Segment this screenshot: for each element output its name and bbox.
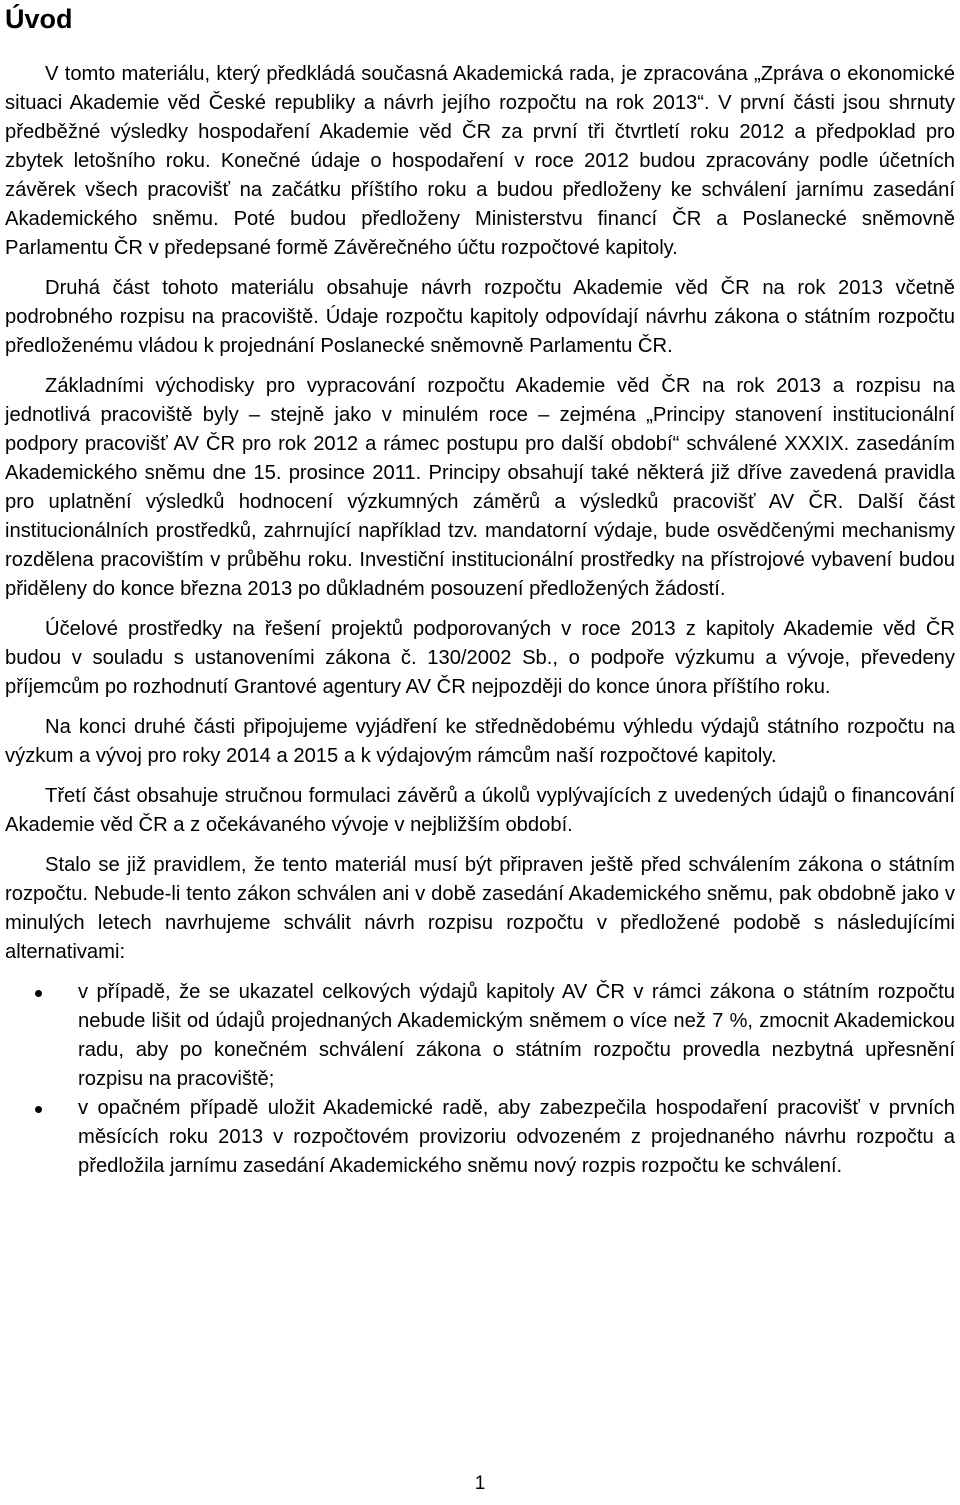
bullet-list xyxy=(5,978,955,1181)
paragraph: Účelové prostředky na řešení projektů podporovaných v roce 2013 z kapitoly Akademie věd ČR budou v souladu s ustanoveními zákona č. 130/2002 Sb., o podpoře výzkumu a vývoje, převedeny příjemcům po rozhodnutí Grantové agentury AV ČR nejpozději do konce února příštího roku. xyxy=(5,618,955,698)
bullet-list-item xyxy=(5,1094,955,1181)
section-heading: Úvod xyxy=(5,4,73,34)
bullet-list-item xyxy=(5,978,955,1094)
page-number: 1 xyxy=(474,1473,486,1494)
bullet-text: v případě, že se ukazatel celkových výdajů kapitoly AV ČR v rámci zákona o státním rozpočtu nebude lišit od údajů projednaných Akademickým sněmem o více než 7 %, zmocnit Akademickou radu, aby po konečném schválení zákona o státním rozpočtu provedla nezbytná upřesnění rozpisu na pracoviště; xyxy=(78,981,955,1090)
paragraph: Třetí část obsahuje stručnou formulaci závěrů a úkolů vyplývajících z uvedených údajů o financování Akademie věd ČR a z očekávaného vývoje v nejbližším období. xyxy=(5,785,955,836)
bullet-icon xyxy=(35,990,42,997)
bullet-icon xyxy=(35,1106,42,1113)
document-body xyxy=(5,60,955,1181)
bullet-text: v opačném případě uložit Akademické radě, aby zabezpečila hospodaření pracovišť v prvních měsících roku 2013 v rozpočtovém provizoriu odvozeném z projednaného návrhu rozpočtu a předložila jarnímu zasedání Akademického sněmu nový rozpis rozpočtu ke schválení. xyxy=(78,1097,955,1177)
paragraph: Na konci druhé části připojujeme vyjádření ke střednědobému výhledu výdajů státního rozpočtu na výzkum a vývoj pro roky 2014 a 2015 a k výdajovým rámcům naší rozpočtové kapitoly. xyxy=(5,716,955,767)
paragraph: Druhá část tohoto materiálu obsahuje návrh rozpočtu Akademie věd ČR na rok 2013 včetně podrobného rozpisu na pracoviště. Údaje rozpočtu kapitoly odpovídají návrhu zákona o státním rozpočtu předloženému vládou k projednání Poslanecké sněmovně Parlamentu ČR. xyxy=(5,277,955,357)
paragraph: Základními východisky pro vypracování rozpočtu Akademie věd ČR na rok 2013 a rozpisu na jednotlivá pracoviště byly – stejně jako v minulém roce – zejména „Principy stanovení institucionální podpory pracovišť AV ČR pro rok 2012 a rámec postupu pro další období“ schválené XXXIX. zasedáním Akademického sněmu dne 15. prosince 2011. Principy obsahují také některá již dříve zavedená pravidla pro uplatnění výsledků hodnocení výzkumných záměrů a výsledků pracovišť AV ČR. Další část institucionálních prostředků, zahrnující například tzv. mandatorní výdaje, bude osvědčenými mechanismy rozdělena pracovištím v průběhu roku. Investiční institucionální prostředky na přístrojové vybavení budou přiděleny do konce března 2013 po důkladném posouzení předložených žádostí. xyxy=(5,375,955,600)
paragraph: Stalo se již pravidlem, že tento materiál musí být připraven ještě před schválením zákona o státním rozpočtu. Nebude-li tento zákon schválen ani v době zasedání Akademického sněmu, pak obdobně jako v minulých letech navrhujeme schválit návrh rozpisu rozpočtu v předložené podobě s následujícími alternativami: xyxy=(5,854,955,963)
paragraph: V tomto materiálu, který předkládá současná Akademická rada, je zpracována „Zpráva o ekonomické situaci Akademie věd České republiky a návrh jejího rozpočtu na rok 2013“. V první části jsou shrnuty předběžné výsledky hospodaření Akademie věd ČR za první tři čtvrtletí roku 2012 a předpoklad pro zbytek letošního roku. Konečné údaje o hospodaření v roce 2012 budou zpracovány podle účetních závěrek všech pracovišť na začátku příštího roku a budou předloženy ke schválení jarnímu zasedání Akademického sněmu. Poté budou předloženy Ministerstvu financí ČR a Poslanecké sněmovně Parlamentu ČR v předepsané formě Závěrečného účtu rozpočtové kapitoly. xyxy=(5,63,955,259)
